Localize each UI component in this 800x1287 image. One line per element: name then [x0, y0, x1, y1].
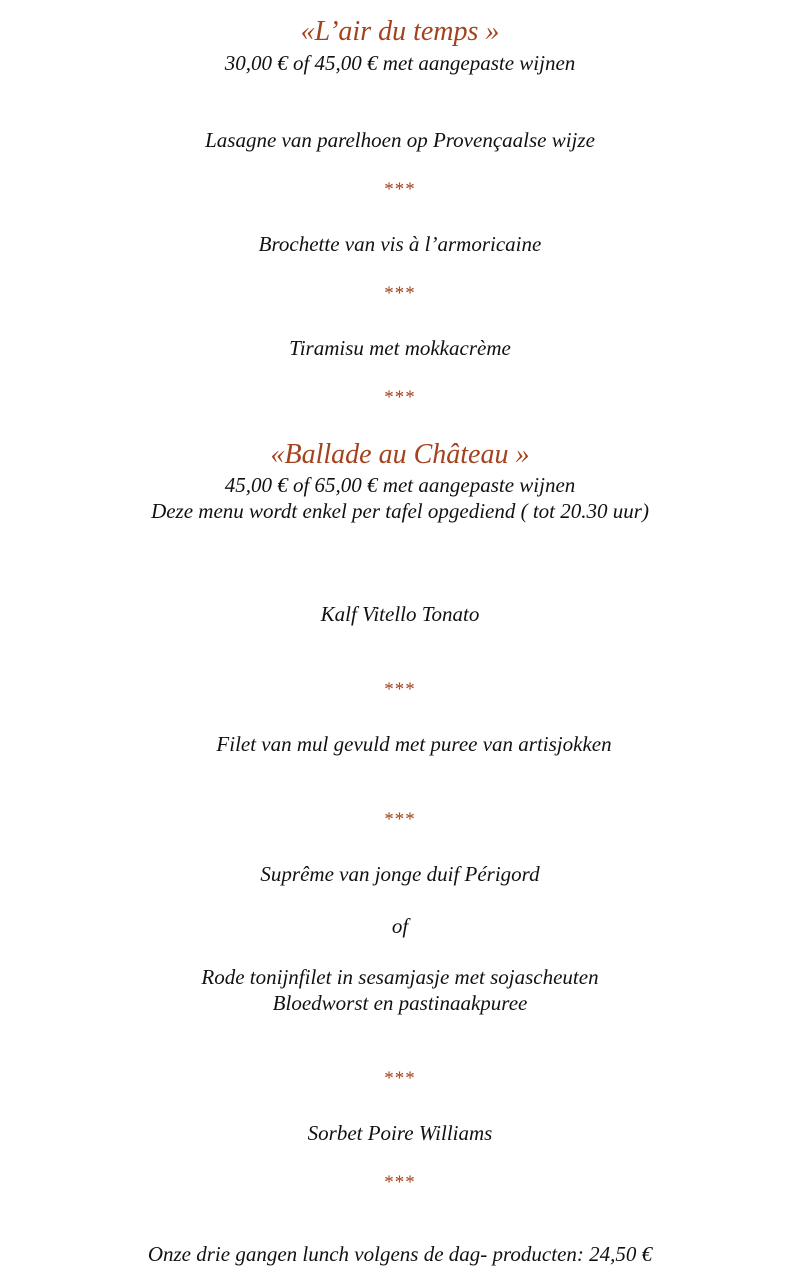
menu2-title: «Ballade au Château »	[270, 439, 530, 470]
menu2-course-2: Filet van mul gevuld met puree van artisjokken	[216, 732, 612, 756]
separator: ***	[384, 1068, 416, 1089]
menu1-price: 30,00 € of 45,00 € met aangepaste wijnen	[224, 51, 576, 75]
separator: ***	[384, 283, 416, 304]
menu1-course-1: Lasagne van parelhoen op Provençaalse wijze	[205, 128, 595, 152]
menu2-course-3-option-a: Suprême van jonge duif Périgord	[260, 862, 540, 886]
menu1-course-2: Brochette van vis à l’armoricaine	[258, 232, 542, 256]
separator: ***	[384, 1172, 416, 1193]
lunch-note: Onze drie gangen lunch volgens de dag- producten: 24,50 €	[147, 1242, 653, 1266]
menu1-course-3: Tiramisu met mokkacrème	[289, 336, 511, 360]
separator: ***	[384, 679, 416, 700]
menu2-course-3-option-b-line2: Bloedworst en pastinaakpuree	[272, 991, 528, 1015]
separator: ***	[384, 387, 416, 408]
menu2-course-4: Sorbet Poire Williams	[307, 1121, 493, 1145]
menu1-title: «L’air du temps »	[300, 16, 500, 47]
menu2-course-1: Kalf Vitello Tonato	[320, 602, 480, 626]
or-word: of	[391, 914, 409, 938]
menu2-course-3-option-b-line1: Rode tonijnfilet in sesamjasje met sojascheuten	[201, 965, 599, 989]
menu2-price: 45,00 € of 65,00 € met aangepaste wijnen	[224, 473, 576, 497]
separator: ***	[384, 809, 416, 830]
separator: ***	[384, 179, 416, 200]
menu2-note: Deze menu wordt enkel per tafel opgediend ( tot 20.30 uur)	[151, 499, 649, 523]
